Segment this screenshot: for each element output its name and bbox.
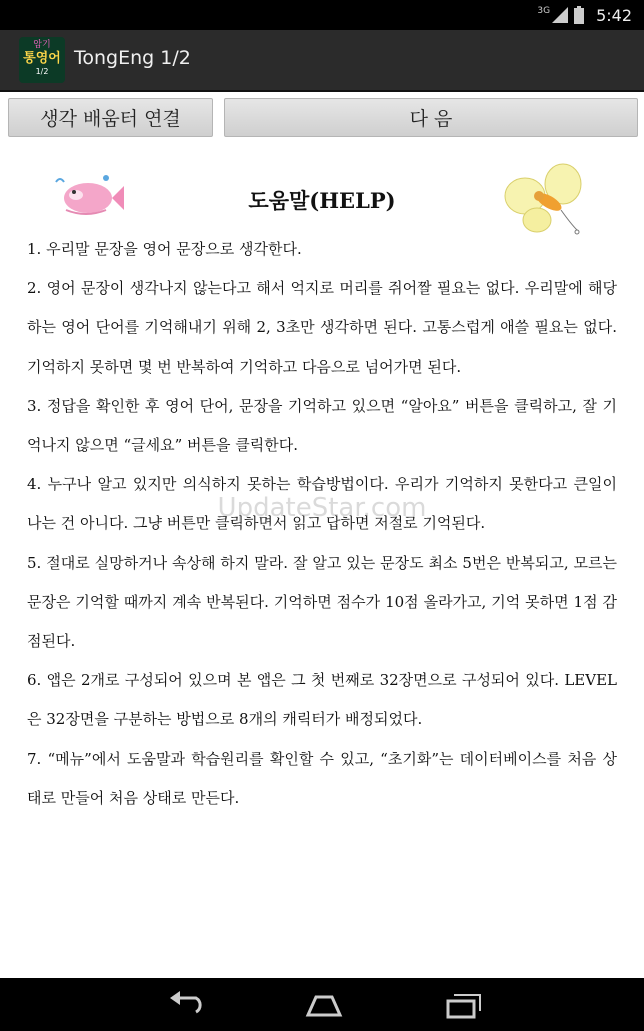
- clock: 5:42: [596, 5, 632, 25]
- app-icon-line-2: 통영어: [23, 51, 61, 66]
- help-paragraph-3: 3. 정답을 확인한 후 영어 단어, 문장을 기억하고 있으면 “알아요” 버튼을 클릭하고, 잘 기억나지 않으면 “글세요” 버튼을 클릭한다.: [27, 396, 617, 455]
- recent-apps-icon[interactable]: [444, 991, 484, 1019]
- app-icon-line-1: 암기: [33, 40, 51, 50]
- connect-button[interactable]: 생각 배움터 연결: [8, 98, 213, 137]
- signal-icon: [552, 7, 568, 23]
- help-paragraph-6: 6. 앱은 2개로 구성되어 있으며 본 앱은 그 첫 번째로 32장면으로 구성되어 있다. LEVEL은 32장면을 구분하는 방법으로 8개의 캐릭터가 배정되었다.: [27, 671, 617, 729]
- navigation-bar: [0, 978, 644, 1031]
- status-bar: [0, 0, 644, 30]
- app-icon[interactable]: [19, 37, 65, 83]
- help-paragraph-1: 1. 우리말 문장을 영어 문장으로 생각한다.: [27, 240, 302, 258]
- help-paragraph-7: 7. “메뉴”에서 도움말과 학습원리를 확인할 수 있고, “초기화”는 데이터베이스를 처음 상태로 만들어 처음 상태로 만든다.: [27, 749, 617, 807]
- help-paragraph-5: 5. 절대로 실망하거나 속상해 하지 말라. 잘 알고 있는 문장도 최소 5번은 반복되고, 모르는 문장은 기억할 때까지 계속 반복된다. 기억하면 점수가 10점 올라가고, 기억 못하면 1점 감점된다.: [27, 553, 617, 651]
- back-icon[interactable]: [168, 991, 208, 1019]
- help-title: 도움말(HELP): [248, 188, 396, 213]
- watermark: UpdateStar.com: [217, 493, 427, 523]
- help-paragraph-4: 4. 누구나 알고 있지만 의식하지 못하는 학습방법이다. 우리가 기억하지 못한다고 큰일이 나는 건 아니다. 그냥 버튼만 클릭하면서 읽고 답하면 저절로 기억된다.: [27, 475, 617, 533]
- action-bar: [0, 30, 644, 92]
- network-type: 3G: [537, 6, 551, 16]
- home-icon[interactable]: [304, 991, 344, 1019]
- main-content: [0, 92, 644, 978]
- help-body: [27, 230, 617, 818]
- app-title: TongEng 1/2: [74, 47, 191, 69]
- help-paragraph-2: 2. 영어 문장이 생각나지 않는다고 해서 억지로 머리를 쥐어짤 필요는 없다. 우리말에 해당하는 영어 단어를 기억해내기 위해 2, 3초만 생각하면 된다. 고통스럽게 애쓸 필요는 없다. 기억하지 못하면 몇 번 반복하여 기억하고 다음으로 넘어가면 된다.: [27, 279, 617, 376]
- battery-icon: [574, 6, 584, 24]
- app-icon-line-3: 1/2: [35, 67, 49, 76]
- next-button[interactable]: 다 음: [224, 98, 638, 137]
- status-icons: [537, 4, 632, 26]
